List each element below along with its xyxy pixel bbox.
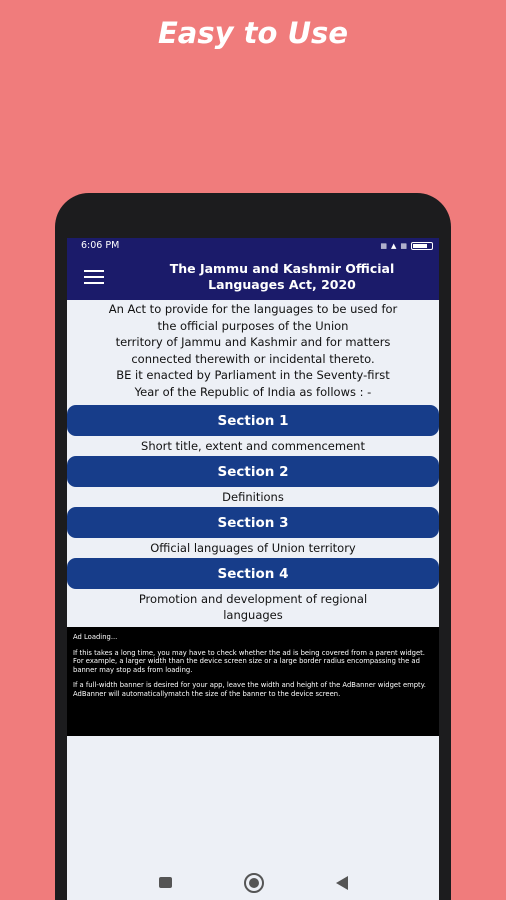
- data-icon: ▦: [400, 241, 407, 250]
- status-time: 6:06 PM: [81, 240, 120, 251]
- promo-headline: Easy to Use: [157, 16, 348, 50]
- app-bar: [67, 253, 439, 300]
- ad-info-paragraph-2: If a full-width banner is desired for your app, leave the width and height of the AdBanner widget empty. AdBanner will automaticallymatch the size of the banner to the device screen.: [73, 681, 426, 698]
- ad-info-paragraph-1: If this takes a long time, you may have to check whether the ad is being covered from a parent widget. For example, a larger width than the device screen size or a large border radius encompassing the ad banner may stop ads from loading.: [73, 648, 425, 674]
- section-4-description: Promotion and development of regional languages: [138, 592, 368, 622]
- status-bar: [67, 238, 439, 253]
- system-nav-bar: [55, 865, 451, 900]
- section-3-description: Official languages of Union territory: [150, 541, 356, 555]
- section-1-button[interactable]: Section 1: [67, 405, 439, 436]
- battery-icon: [411, 242, 433, 250]
- home-icon[interactable]: [244, 873, 264, 893]
- status-icons: [380, 242, 433, 250]
- section-3-button[interactable]: Section 3: [67, 507, 439, 538]
- signal-icon: ▲: [390, 241, 397, 250]
- app-title: The Jammu and Kashmir Official Languages Act, 2020: [169, 261, 395, 292]
- ad-banner[interactable]: [67, 627, 439, 736]
- act-intro-text: An Act to provide for the languages to be used for the official purposes of the Union territory of Jammu and Kashmir and for matters connected therewith or incidental thereto. BE it enacted by Parliament in the Seventy-first Year of the Republic of India as follows : -: [108, 302, 398, 399]
- section-2-description: Definitions: [222, 490, 284, 504]
- menu-icon[interactable]: [84, 270, 104, 284]
- back-icon[interactable]: [336, 876, 348, 890]
- ad-loading-text: Ad Loading...: [73, 633, 118, 641]
- recent-apps-icon[interactable]: [159, 877, 172, 888]
- app-screen: [67, 238, 439, 900]
- wifi-icon: ▦: [380, 241, 387, 250]
- section-2-button[interactable]: Section 2: [67, 456, 439, 487]
- section-1-description: Short title, extent and commencement: [141, 439, 365, 453]
- section-4-button[interactable]: Section 4: [67, 558, 439, 589]
